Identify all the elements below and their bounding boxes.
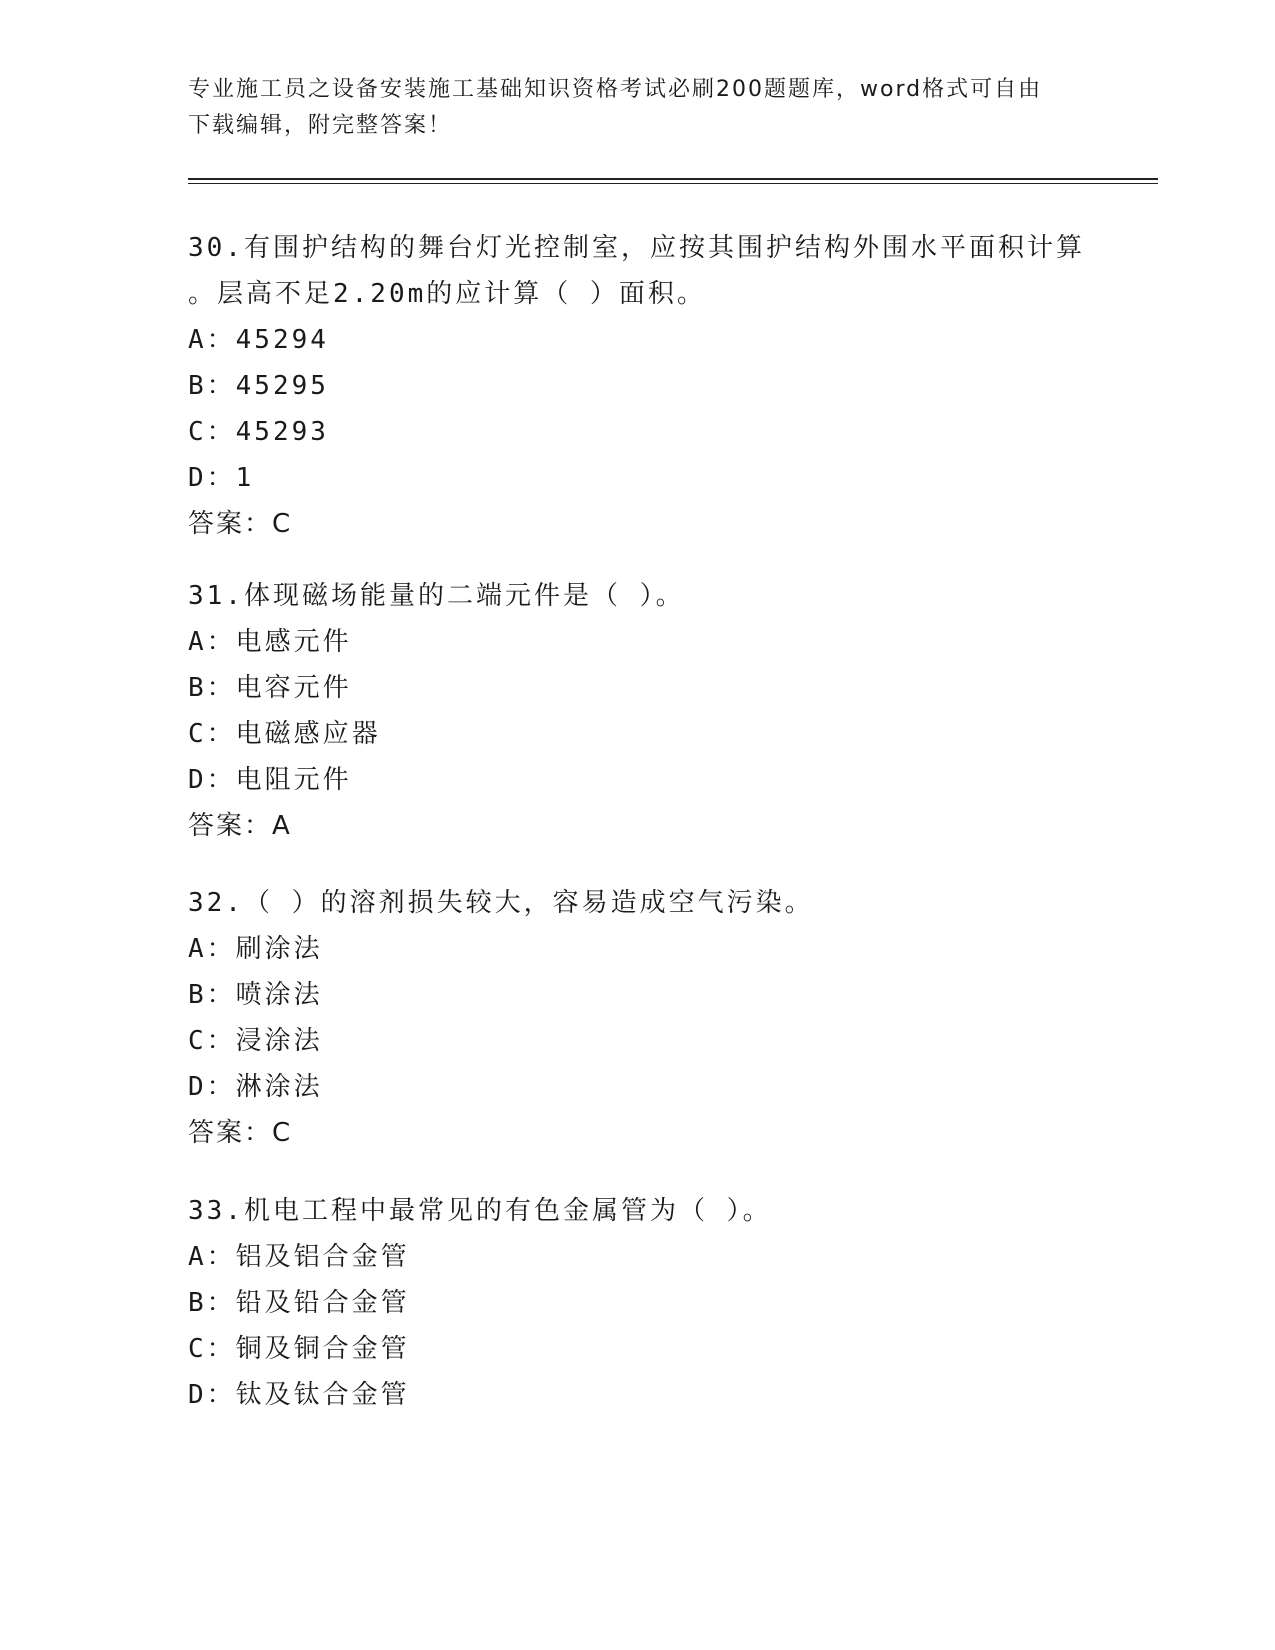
answer-line: 答案：C <box>188 1118 293 1148</box>
option-b: B：喷涂法 <box>188 980 323 1010</box>
option-d: D：淋涂法 <box>188 1072 323 1102</box>
question-stem-continued: 。层高不足2.20m的应计算（ ）面积。 <box>188 279 706 309</box>
question-33 <box>188 1188 1088 1418</box>
option-c: C：浸涂法 <box>188 1026 323 1056</box>
option-c: C：电磁感应器 <box>188 719 381 749</box>
answer-line: 答案：C <box>188 509 293 539</box>
question-stem: 30.有围护结构的舞台灯光控制室，应按其围护结构外围水平面积计算 <box>188 233 1085 263</box>
option-b: B：45295 <box>188 371 329 401</box>
header-divider-thin <box>188 183 1158 184</box>
header-line-1: 专业施工员之设备安装施工基础知识资格考试必刷200题题库，word格式可自由 <box>188 77 1043 102</box>
answer-line: 答案：A <box>188 811 292 841</box>
option-a: A：铝及铝合金管 <box>188 1242 410 1272</box>
question-32 <box>188 880 1088 1156</box>
option-a: A：刷涂法 <box>188 934 323 964</box>
option-a: A：电感元件 <box>188 627 352 657</box>
question-31 <box>188 573 1088 849</box>
question-stem: 32.（ ）的溶剂损失较大，容易造成空气污染。 <box>188 888 814 918</box>
option-c: C：45293 <box>188 417 329 447</box>
question-stem: 31.体现磁场能量的二端元件是（ ）。 <box>188 581 685 611</box>
option-b: B：电容元件 <box>188 673 352 703</box>
option-d: D：1 <box>188 463 255 493</box>
option-b: B：铅及铅合金管 <box>188 1288 410 1318</box>
question-stem: 33.机电工程中最常见的有色金属管为（ ）。 <box>188 1196 772 1226</box>
option-a: A：45294 <box>188 325 329 355</box>
document-header <box>188 72 1088 144</box>
option-d: D：电阻元件 <box>188 765 352 795</box>
header-line-2: 下载编辑，附完整答案！ <box>188 113 453 138</box>
question-30 <box>188 225 1088 547</box>
option-d: D：钛及钛合金管 <box>188 1380 410 1410</box>
header-divider-thick <box>188 178 1158 180</box>
option-c: C：铜及铜合金管 <box>188 1334 410 1364</box>
